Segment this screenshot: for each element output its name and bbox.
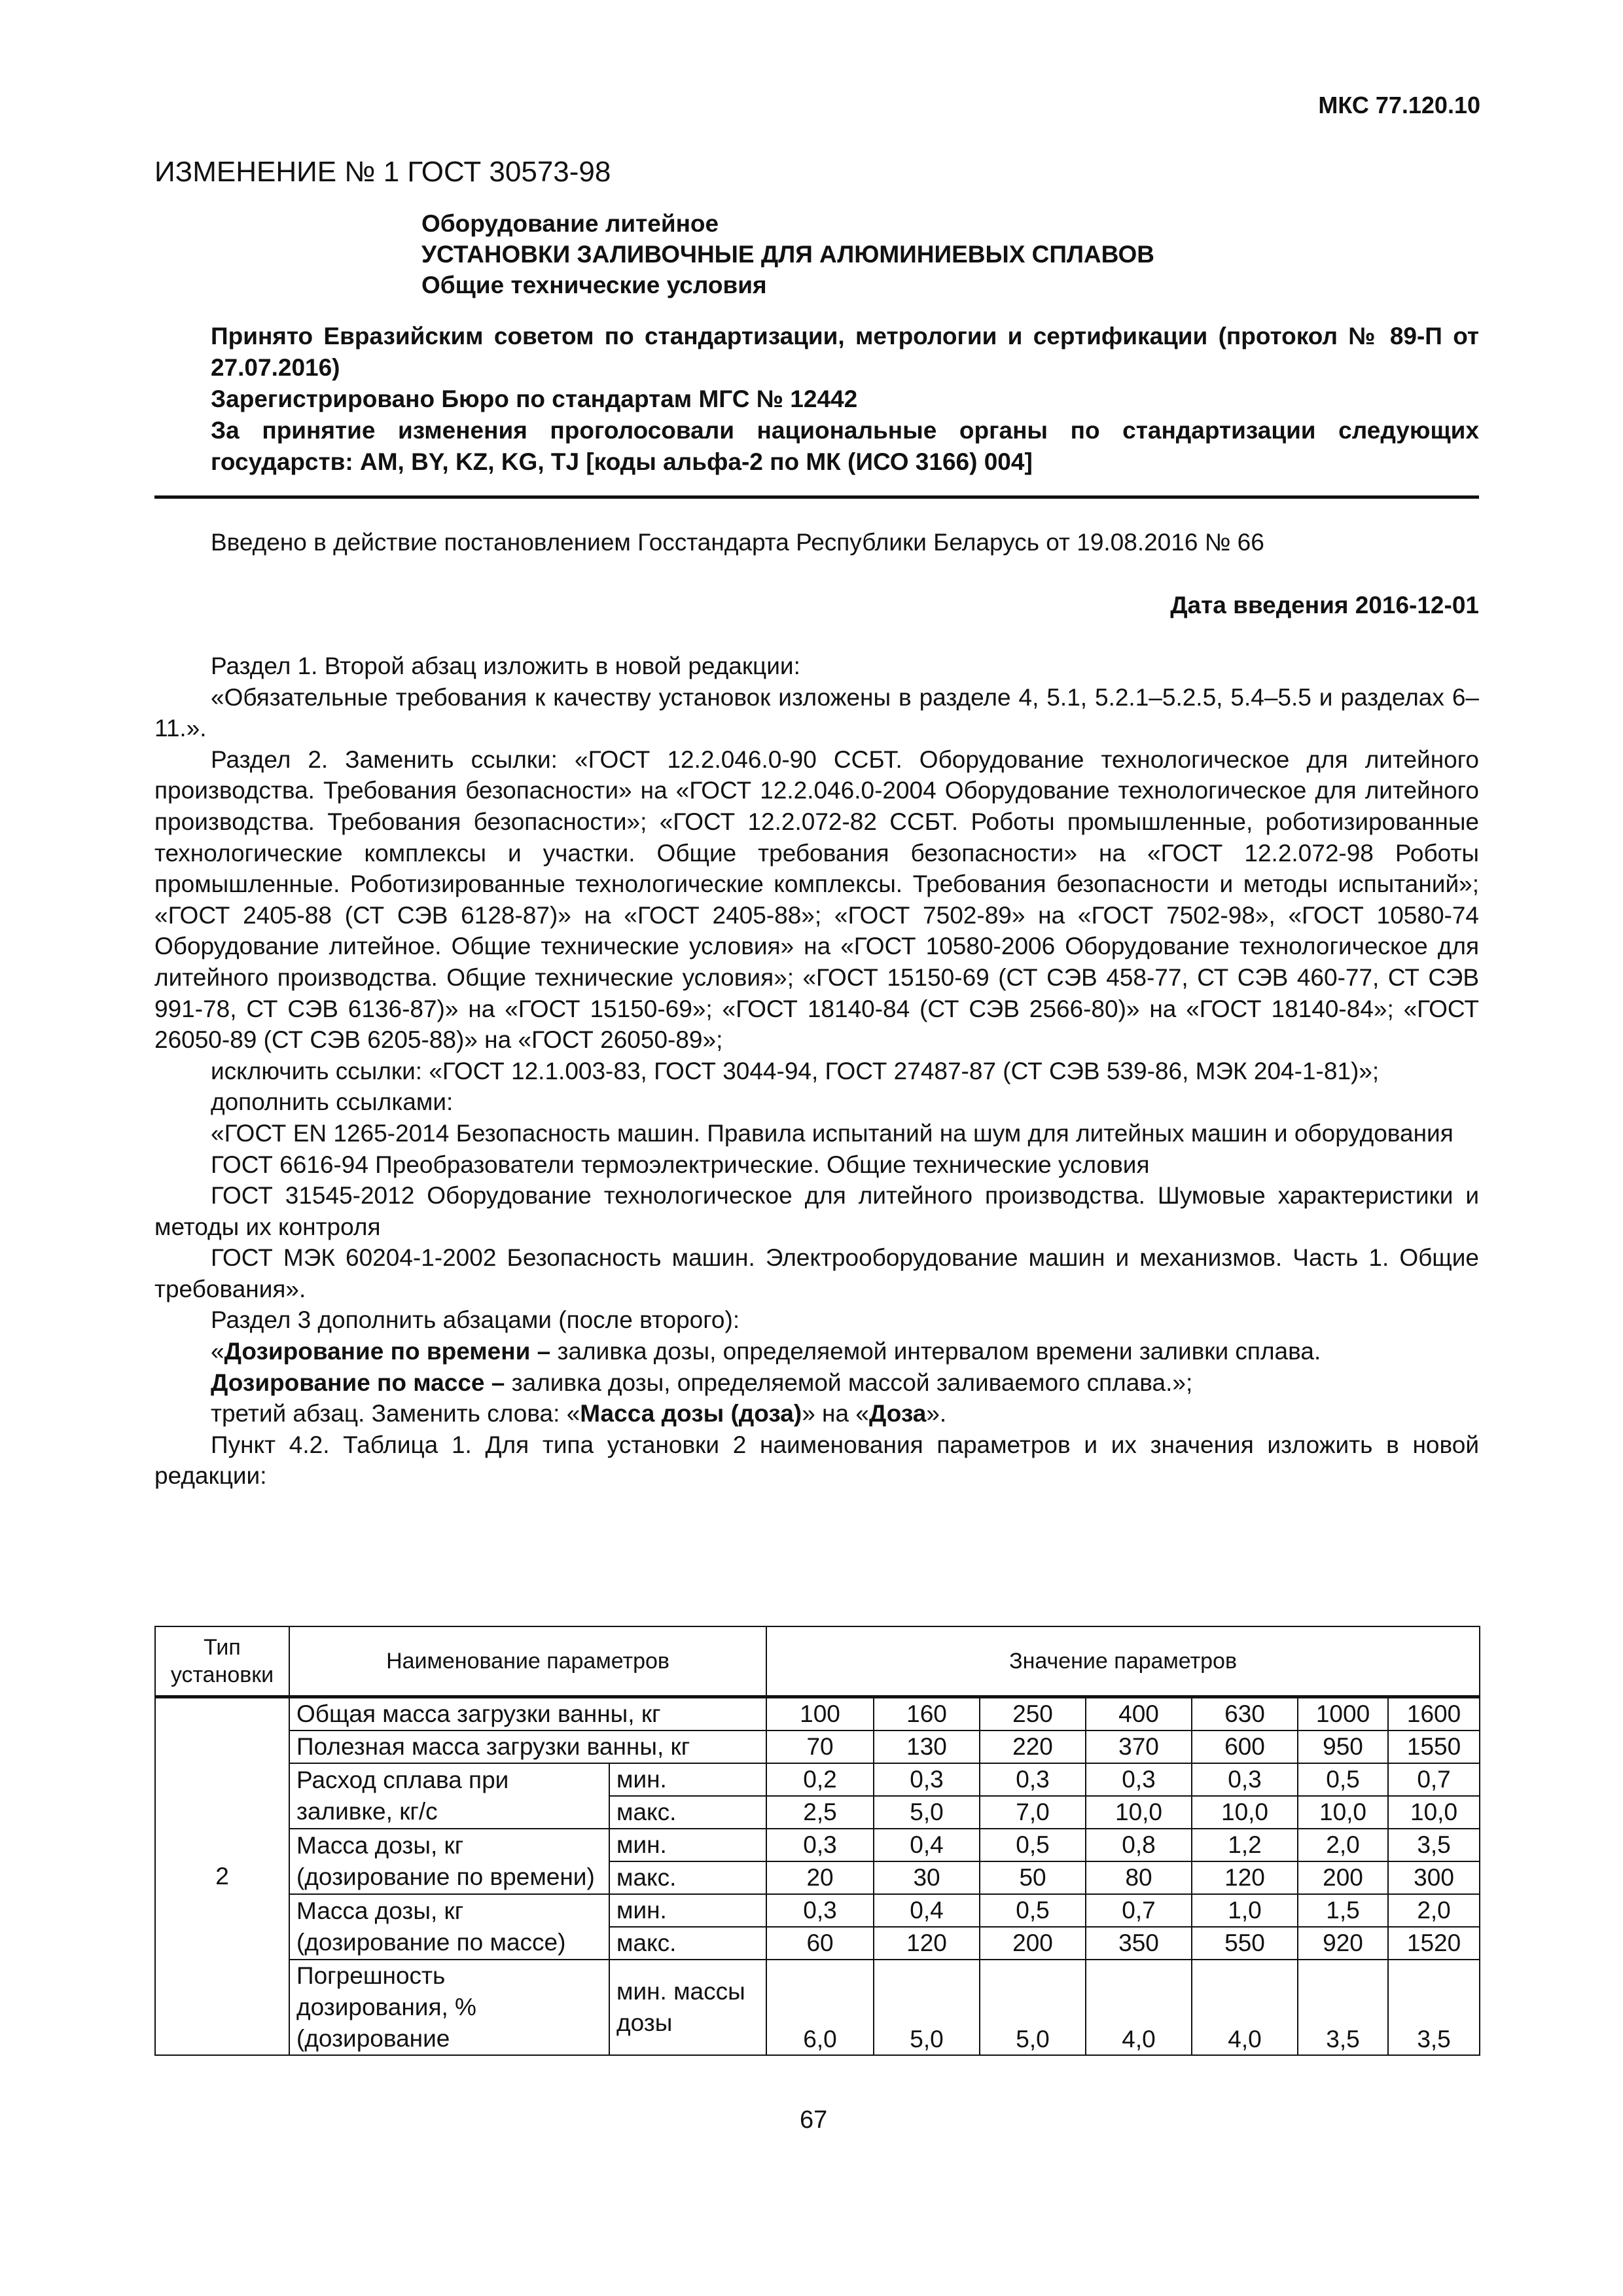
value-cell: 160: [874, 1697, 980, 1731]
body-paragraph: ГОСТ 6616-94 Преобразователи термоэлектрические. Общие технические условия: [211, 1151, 1150, 1178]
value-cell: 5,0: [874, 1796, 980, 1829]
body-paragraph: Раздел 1. Второй абзац изложить в новой редакции:: [211, 653, 800, 679]
sub-label: макс.: [609, 1927, 766, 1960]
value-cell: 100: [766, 1697, 874, 1731]
header-name: Наименование параметров: [289, 1626, 766, 1697]
body-paragraph: дополнить ссылками:: [211, 1088, 454, 1116]
type-cell: 2: [155, 1697, 289, 2056]
replace-old: Масса дозы (доза): [580, 1400, 802, 1427]
value-cell: 0,5: [1298, 1763, 1388, 1796]
table-row: [155, 1894, 1480, 1927]
sub-label: мин. массы дозы: [609, 1960, 766, 2055]
value-cell: 0,4: [874, 1894, 980, 1927]
value-cell: 120: [874, 1927, 980, 1960]
header-value: Значение параметров: [766, 1626, 1480, 1697]
adoption-accepted: Принято Евразийским советом по стандартизации, метрологии и сертификации (протокол № 89-П от 27.07.2016): [211, 323, 1479, 381]
replace-end: ».: [926, 1400, 947, 1427]
sub-label: мин.: [609, 1763, 766, 1796]
value-cell: 2,0: [1388, 1894, 1480, 1927]
table-row: [155, 1731, 1480, 1763]
value-cell: 550: [1192, 1927, 1298, 1960]
subject-line-1: Оборудование литейное: [421, 210, 719, 237]
value-cell: 1550: [1388, 1731, 1480, 1763]
value-cell: 370: [1086, 1731, 1192, 1763]
classification-code: МКС 77.120.10: [1318, 92, 1480, 118]
param-label: Погрешность дозирования, % (дозирование: [289, 1960, 609, 2055]
value-cell: 30: [874, 1861, 980, 1894]
table-row: [155, 1763, 1480, 1796]
value-cell: 80: [1086, 1861, 1192, 1894]
sub-label: макс.: [609, 1861, 766, 1894]
body-paragraph: «Обязательные требования к качеству установок изложены в разделе 4, 5.1, 5.2.1–5.2.5, 5.4–5.5 и разделах 6–11.».: [154, 683, 1479, 742]
sub-label: макс.: [609, 1796, 766, 1829]
value-cell: 600: [1192, 1731, 1298, 1763]
value-cell: 3,5: [1388, 1960, 1480, 2055]
value-cell: 10,0: [1298, 1796, 1388, 1829]
value-cell: 20: [766, 1861, 874, 1894]
adoption-voted: За принятие изменения проголосовали национальные органы по стандартизации следующих государств: AM, BY, KZ, KG, TJ [коды альфа-2 по МК (ИСО 3166) 004]: [211, 417, 1479, 475]
amendment-body: [154, 651, 1479, 1492]
value-cell: 10,0: [1192, 1796, 1298, 1829]
value-cell: 2,0: [1298, 1829, 1388, 1861]
param-label: Полезная масса загрузки ванны, кг: [289, 1731, 766, 1763]
body-paragraph: Пункт 4.2. Таблица 1. Для типа установки 2 наименования параметров и их значения изложить в новой редакции:: [154, 1431, 1479, 1490]
subject-line-3: Общие технические условия: [421, 272, 767, 298]
value-cell: 1000: [1298, 1697, 1388, 1731]
value-cell: 200: [980, 1927, 1086, 1960]
value-cell: 0,2: [766, 1763, 874, 1796]
quote-open: «: [211, 1338, 224, 1365]
value-cell: 60: [766, 1927, 874, 1960]
value-cell: 0,3: [1192, 1763, 1298, 1796]
param-label: Общая масса загрузки ванны, кг: [289, 1697, 766, 1731]
replace-mid: » на «: [802, 1400, 869, 1427]
value-cell: 70: [766, 1731, 874, 1763]
value-cell: 10,0: [1388, 1796, 1480, 1829]
standard-subject: [421, 208, 1154, 300]
term-time: Дозирование по времени –: [224, 1338, 551, 1365]
header-type: Тип установки: [155, 1626, 289, 1697]
value-cell: 0,3: [1086, 1763, 1192, 1796]
value-cell: 120: [1192, 1861, 1298, 1894]
value-cell: 630: [1192, 1697, 1298, 1731]
value-cell: 400: [1086, 1697, 1192, 1731]
value-cell: 5,0: [874, 1960, 980, 2055]
introduced-note: Введено в действие постановлением Госстандарта Республики Беларусь от 19.08.2016 № 66: [211, 529, 1264, 556]
value-cell: 6,0: [766, 1960, 874, 2055]
value-cell: 950: [1298, 1731, 1388, 1763]
value-cell: 130: [874, 1731, 980, 1763]
body-paragraph: «ГОСТ EN 1265-2014 Безопасность машин. Правила испытаний на шум для литейных машин и оборудования: [211, 1119, 1454, 1147]
body-paragraph: ГОСТ 31545-2012 Оборудование технологическое для литейного производства. Шумовые характеристики и методы их контроля: [154, 1182, 1479, 1240]
value-cell: 3,5: [1298, 1960, 1388, 2055]
param-label: Масса дозы, кг (дозирование по времени): [289, 1829, 609, 1894]
value-cell: 1,2: [1192, 1829, 1298, 1861]
definition-text: заливка дозы, определяемой интервалом времени заливки сплава.: [550, 1338, 1321, 1365]
value-cell: 0,3: [874, 1763, 980, 1796]
param-label: Расход сплава при заливке, кг/с: [289, 1763, 609, 1829]
value-cell: 5,0: [980, 1960, 1086, 2055]
value-cell: 0,3: [980, 1763, 1086, 1796]
value-cell: 0,7: [1086, 1894, 1192, 1927]
body-paragraph: исключить ссылки: «ГОСТ 12.1.003-83, ГОСТ 3044-94, ГОСТ 27487-87 (СТ СЭВ 539-86, МЭК 204-1-81)»;: [211, 1057, 1380, 1085]
definition-time: [154, 1336, 1479, 1367]
page-number: 67: [800, 2106, 828, 2134]
param-label: Масса дозы, кг (дозирование по массе): [289, 1894, 609, 1960]
value-cell: 0,4: [874, 1829, 980, 1861]
value-cell: 0,3: [766, 1829, 874, 1861]
header-divider: [154, 495, 1479, 499]
value-cell: 10,0: [1086, 1796, 1192, 1829]
value-cell: 50: [980, 1861, 1086, 1894]
body-paragraph: Раздел 2. Заменить ссылки: «ГОСТ 12.2.046.0-90 ССБТ. Оборудование технологическое для литейного производства. Требования безопасности» на «ГОСТ 12.2.046.0-2004 Оборудование технологическое для литейного производства. Требования безопасности»; «ГОСТ 12.2.072-82 ССБТ. Роботы промышленные, роботизированные технологические комплексы и участки. Общие требования безопасности» на «ГОСТ 12.2.072-98 Роботы промышленные. Роботизированные технологические комплексы. Требования безопасности и методы испытаний»; «ГОСТ 2405-88 (СТ СЭВ 6128-87)» на «ГОСТ 2405-88»; «ГОСТ 7502-89» на «ГОСТ 7502-98», «ГОСТ 10580-74 Оборудование литейное. Общие технические условия» на «ГОСТ 10580-2006 Оборудование технологическое для литейного производства. Общие технические условия»; «ГОСТ 15150-69 (СТ СЭВ 458-77, СТ СЭВ 460-77, СТ СЭВ 991-78, СТ СЭВ 6136-87)» на «ГОСТ 15150-69»; «ГОСТ 18140-84 (СТ СЭВ 2566-80)» на «ГОСТ 18140-84»; «ГОСТ 26050-89 (СТ СЭВ 6205-88)» на «ГОСТ 26050-89»;: [154, 745, 1479, 1054]
sub-label: мин.: [609, 1829, 766, 1861]
table-header-row: [155, 1626, 1480, 1697]
value-cell: 200: [1298, 1861, 1388, 1894]
definition-mass: [154, 1367, 1479, 1399]
table-row: [155, 1960, 1480, 2055]
replace-pre: третий абзац. Заменить слова: «: [211, 1400, 580, 1427]
value-cell: 220: [980, 1731, 1086, 1763]
body-paragraph: ГОСТ МЭК 60204-1-2002 Безопасность машин. Электрооборудование машин и механизмов. Часть 1. Общие требования».: [154, 1244, 1479, 1302]
value-cell: 4,0: [1192, 1960, 1298, 2055]
term-mass: Дозирование по массе –: [211, 1369, 505, 1396]
value-cell: 0,5: [980, 1829, 1086, 1861]
subject-line-2: УСТАНОВКИ ЗАЛИВОЧНЫЕ ДЛЯ АЛЮМИНИЕВЫХ СПЛАВОВ: [421, 241, 1154, 268]
parameters-table: [154, 1626, 1480, 2056]
value-cell: 2,5: [766, 1796, 874, 1829]
value-cell: 300: [1388, 1861, 1480, 1894]
value-cell: 920: [1298, 1927, 1388, 1960]
value-cell: 0,7: [1388, 1763, 1480, 1796]
table-row: [155, 1697, 1480, 1731]
value-cell: 1,0: [1192, 1894, 1298, 1927]
value-cell: 250: [980, 1697, 1086, 1731]
adoption-block: [211, 321, 1479, 478]
value-cell: 0,8: [1086, 1829, 1192, 1861]
value-cell: 1,5: [1298, 1894, 1388, 1927]
table-row: [155, 1829, 1480, 1861]
value-cell: 0,3: [766, 1894, 874, 1927]
replace-words: [154, 1398, 1479, 1429]
value-cell: 1600: [1388, 1697, 1480, 1731]
body-paragraph: Раздел 3 дополнить абзацами (после второго):: [211, 1306, 740, 1334]
value-cell: 1520: [1388, 1927, 1480, 1960]
sub-label: мин.: [609, 1894, 766, 1927]
definition-text: заливка дозы, определяемой массой заливаемого сплава.»;: [505, 1369, 1193, 1396]
adoption-registered: Зарегистрировано Бюро по стандартам МГС № 12442: [211, 386, 858, 412]
value-cell: 0,5: [980, 1894, 1086, 1927]
change-title: ИЗМЕНЕНИЕ № 1 ГОСТ 30573-98: [154, 156, 611, 188]
value-cell: 7,0: [980, 1796, 1086, 1829]
value-cell: 3,5: [1388, 1829, 1480, 1861]
value-cell: 4,0: [1086, 1960, 1192, 2055]
replace-new: Доза: [868, 1400, 927, 1427]
date-introduced: Дата введения 2016-12-01: [1170, 592, 1479, 619]
value-cell: 350: [1086, 1927, 1192, 1960]
